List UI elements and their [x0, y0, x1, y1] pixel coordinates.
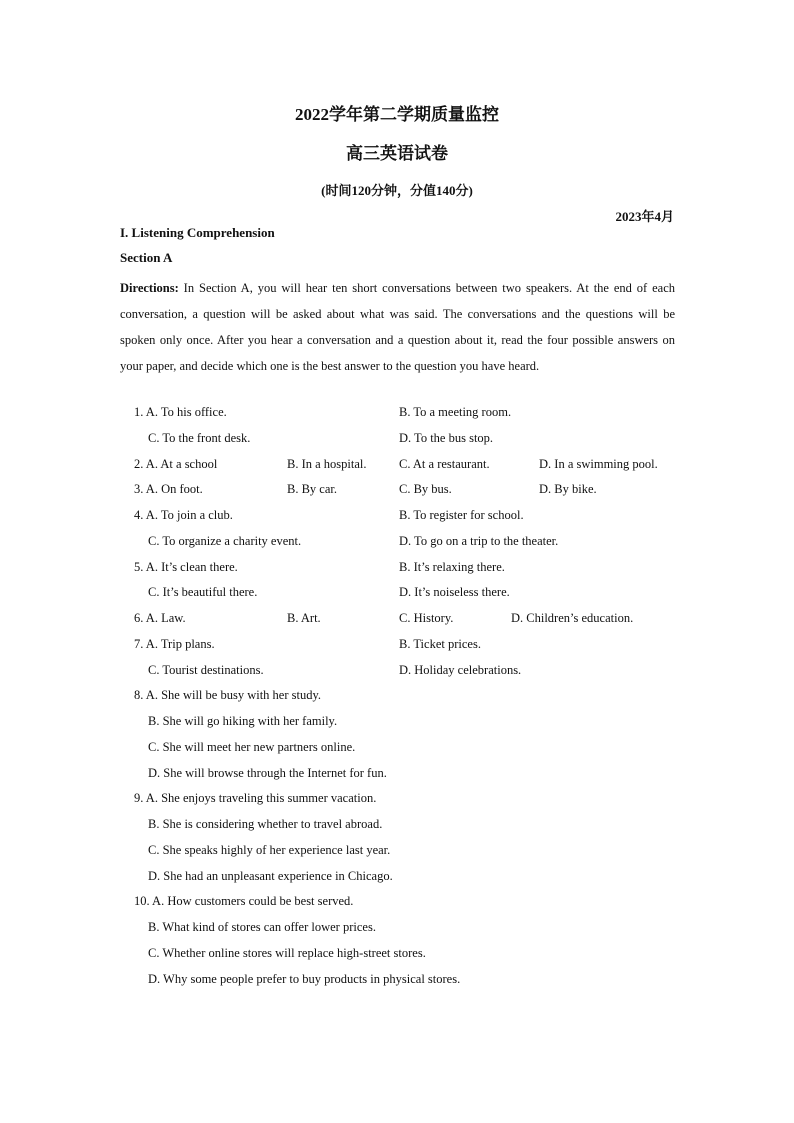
question-5-option-c: C. It’s beautiful there. — [148, 585, 258, 599]
question-2-option-b: B. In a hospital. — [287, 457, 367, 471]
exam-date: 2023年4月 — [615, 209, 674, 224]
question-3-option-d: D. By bike. — [539, 482, 597, 496]
question-1-option-c: C. To the front desk. — [148, 431, 251, 445]
question-8-option-c: C. She will meet her new partners online. — [148, 740, 356, 754]
question-5-option-b: B. It’s relaxing there. — [399, 560, 505, 574]
question-3-option-a: 3. A. On foot. — [134, 482, 203, 496]
directions-label: Directions: — [120, 281, 179, 295]
question-8-option-a: 8. A. She will be busy with her study. — [134, 688, 322, 702]
question-9-option-b: B. She is considering whether to travel abroad. — [148, 817, 383, 831]
section-title: Section A — [120, 250, 173, 265]
exam-time-info: (时间120分钟，分值140分) — [321, 183, 473, 198]
question-5-option-a: 5. A. It’s clean there. — [134, 560, 238, 574]
question-1-option-a: 1. A. To his office. — [134, 405, 227, 419]
question-4-option-c: C. To organize a charity event. — [148, 534, 302, 548]
question-3-option-c: C. By bus. — [399, 482, 452, 496]
question-8-option-b: B. She will go hiking with her family. — [148, 714, 338, 728]
question-2-option-c: C. At a restaurant. — [399, 457, 490, 471]
question-7-option-b: B. Ticket prices. — [399, 637, 481, 651]
question-1-option-d: D. To the bus stop. — [399, 431, 494, 445]
part-title: I. Listening Comprehension — [120, 225, 275, 240]
question-9-option-d: D. She had an unpleasant experience in Chicago. — [148, 869, 393, 883]
question-2-option-d: D. In a swimming pool. — [539, 457, 658, 471]
question-5-option-d: D. It’s noiseless there. — [399, 585, 510, 599]
question-10-option-c: C. Whether online stores will replace high-street stores. — [148, 946, 426, 960]
directions-text: In Section A, you will hear ten short conversations between two speakers. At the end of each conversation, a question will be asked about what was said. The conversations and the questions will be spoken only once. After you hear a conversation and a question about it, read the four possible answers on your paper, and decide which one is the best answer to the question you have heard. — [120, 281, 675, 373]
question-6-option-c: C. History. — [399, 611, 454, 625]
question-8-option-d: D. She will browse through the Internet for fun. — [148, 766, 387, 780]
question-10-option-b: B. What kind of stores can offer lower prices. — [148, 920, 376, 934]
question-4-option-a: 4. A. To join a club. — [134, 508, 233, 522]
question-4-option-d: D. To go on a trip to the theater. — [399, 534, 559, 548]
question-6-option-d: D. Children’s education. — [511, 611, 634, 625]
question-1-option-b: B. To a meeting room. — [399, 405, 512, 419]
question-7-option-d: D. Holiday celebrations. — [399, 663, 522, 677]
question-3-option-b: B. By car. — [287, 482, 337, 496]
question-6-option-a: 6. A. Law. — [134, 611, 186, 625]
question-10-option-d: D. Why some people prefer to buy products in physical stores. — [148, 972, 461, 986]
page-title: 2022学年第二学期质量监控 — [295, 105, 499, 124]
question-9-option-c: C. She speaks highly of her experience last year. — [148, 843, 391, 857]
question-7-option-c: C. Tourist destinations. — [148, 663, 264, 677]
question-2-option-a: 2. A. At a school — [134, 457, 218, 471]
question-10-option-a: 10. A. How customers could be best served. — [134, 894, 354, 908]
question-4-option-b: B. To register for school. — [399, 508, 524, 522]
page-subtitle: 高三英语试卷 — [346, 144, 448, 163]
question-6-option-b: B. Art. — [287, 611, 321, 625]
directions-paragraph — [120, 275, 675, 379]
question-9-option-a: 9. A. She enjoys traveling this summer vacation. — [134, 791, 377, 805]
question-7-option-a: 7. A. Trip plans. — [134, 637, 215, 651]
